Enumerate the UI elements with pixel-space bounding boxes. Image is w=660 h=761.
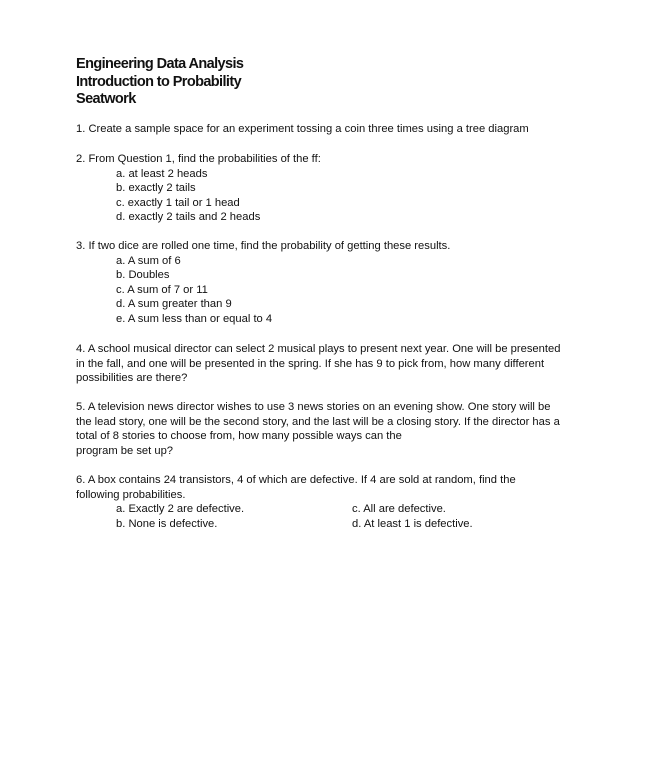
sub-question: b. None is defective. [116,517,218,530]
question-2 [76,152,592,225]
question-line: 6. A box contains 24 transistors, 4 of which are defective. If 4 are sold at random, find the [76,474,516,486]
sub-question: c. A sum of 7 or 11 [116,283,208,296]
question-text: 2. From Question 1, find the probabilities of the ff: [76,153,321,165]
question-text: 1. Create a sample space for an experiment tossing a coin three times using a tree diagram [76,123,529,135]
question-line: total of 8 stories to choose from, how many possible ways can the [76,430,402,443]
question-line: possibilities are there? [76,372,188,385]
sub-question: c. exactly 1 tail or 1 head [116,196,240,209]
question-line: following probabilities. [76,488,186,501]
question-6 [76,473,592,531]
sub-question-list [76,254,592,327]
sub-question: c. All are defective. [352,503,446,516]
sub-question: e. A sum less than or equal to 4 [116,312,273,325]
activity-title: Seatwork [76,91,136,107]
question-5 [76,400,592,458]
question-3 [76,239,592,327]
sub-question: d. A sum greater than 9 [116,298,232,311]
topic-title: Introduction to Probability [76,73,242,90]
question-line: the lead story, one will be the second story, and the last will be a closing story. If the director has a [76,415,560,428]
sub-question: b. exactly 2 tails [116,182,196,195]
question-4 [76,342,592,386]
sub-question: a. Exactly 2 are defective. [116,503,245,516]
sub-question-list-right [352,502,588,531]
sub-question: b. Doubles [116,269,170,282]
question-1 [76,122,592,137]
question-line: 5. A television news director wishes to use 3 news stories on an evening show. One story will be [76,401,551,413]
sub-question: a. at least 2 heads [116,167,208,180]
sub-question: a. A sum of 6 [116,254,181,267]
sub-question-list-left [76,502,352,531]
sub-question: d. exactly 2 tails and 2 heads [116,211,261,224]
question-line: 4. A school musical director can select 2 musical plays to present next year. One will be presented [76,343,561,355]
question-line: in the fall, and one will be presented in the spring. If she has 9 to pick from, how many different [76,357,545,370]
document-header [76,56,243,109]
course-title: Engineering Data Analysis [76,56,244,72]
question-line: program be set up? [76,444,174,457]
sub-question-list [76,167,592,225]
sub-question: d. At least 1 is defective. [352,517,473,530]
sub-question-columns [76,502,592,531]
question-text: 3. If two dice are rolled one time, find the probability of getting these results. [76,240,451,252]
